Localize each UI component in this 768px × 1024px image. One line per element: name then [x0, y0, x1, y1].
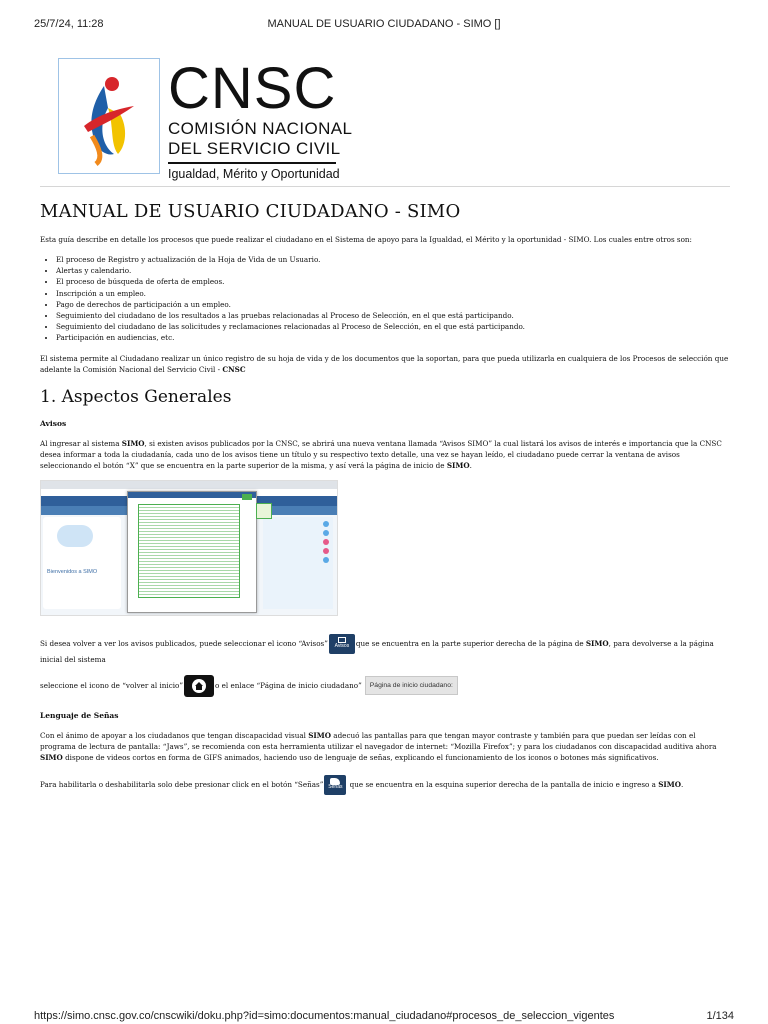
avisos-paragraph: Al ingresar al sistema SIMO, si existen avisos publicados por la CNSC, se abrirá una nueva ventana llamada “Avisos SIMO” la cual listará los avisos de interés e importancia que la CNSC desea informar a toda la ciudadanía, cada uno de los avisos tiene un título y su respectivo texto detalle, una vez se hayan leído, el ciudadano puede cerrar la ventana de avisos seleccionando el botón “X” que se encuentra en la parte superior de la misma, y así verá la página de inicio de SIMO.	[40, 438, 722, 470]
logo-name-line1: COMISIÓN NACIONAL	[168, 119, 353, 138]
cnsc-emblem-icon	[58, 58, 160, 174]
logo-rule	[168, 162, 336, 164]
close-icon	[242, 494, 252, 500]
list-item: • Seguimiento del ciudadano de los resultados a las pruebas relacionadas al Proceso de Selección, en el que está participando.	[56, 310, 730, 321]
avisos-screenshot	[40, 480, 338, 616]
header-divider	[40, 186, 730, 187]
list-item: • Seguimiento del ciudadano de las solicitudes y reclamaciones relacionadas al Proceso de Selección, en el que está participando.	[56, 321, 730, 332]
list-item: • El proceso de Registro y actualización de la Hoja de Vida de un Usuario.	[56, 254, 730, 265]
home-button[interactable]	[184, 675, 214, 697]
print-page-number: 1/134	[706, 1010, 734, 1022]
process-list	[40, 254, 730, 344]
cnsc-logo	[40, 56, 730, 181]
print-url: https://simo.cnsc.gov.co/cnscwiki/doku.php?id=simo:documentos:manual_ciudadano#procesos_de_seleccion_vigentes	[34, 1010, 615, 1022]
document-content	[40, 58, 730, 795]
logo-acronym: CNSC	[168, 56, 337, 121]
avisos-return-line2: seleccione el icono de “volver al inicio” o el enlace “Página de inicio ciudadano” Página de inicio ciudadano:	[40, 675, 730, 697]
list-item: • El proceso de búsqueda de oferta de empleos.	[56, 276, 730, 287]
simo-logo-icon	[57, 525, 93, 547]
print-datetime: 25/7/24, 11:28	[34, 18, 104, 30]
section-heading-aspectos: 1. Aspectos Generales	[40, 386, 232, 407]
screenshot-welcome: Bienvenidos a SIMO	[47, 568, 98, 575]
logo-name-line2: DEL SERVICIO CIVIL	[168, 139, 341, 158]
print-title: MANUAL DE USUARIO CIUDADANO - SIMO []	[267, 18, 501, 30]
home-link-button[interactable]: Página de inicio ciudadano:	[365, 676, 458, 695]
senas-button[interactable]: Señas	[324, 775, 346, 795]
intro-paragraph: Esta guía describe en detalle los procesos que puede realizar el ciudadano en el Sistema de apoyo para la Igualdad, el Mérito y la oportunidad - SIMO. Los cuales entre otros son:	[40, 235, 692, 244]
list-item: • Alertas y calendario.	[56, 265, 730, 276]
senas-paragraph: Con el ánimo de apoyar a los ciudadanos que tengan discapacidad visual SIMO adecuó las pantallas para que tengan mayor contraste y también para que puedan ser leídas con el programa de lectura de pantalla: “Jaws”, se recomienda con esta herramienta utilizar el navegador de internet: “Mozilla Firefox”; y para los ciudadanos con discapacidad auditiva ahora SIMO dispone de videos cortos en forma de GIFS animados, haciendo uso de lenguaje de señas, explicando el funcionamiento de los iconos o botones más significativos.	[40, 730, 717, 762]
logo-slogan: Igualdad, Mérito y Oportunidad	[168, 167, 340, 181]
list-item: • Inscripción a un empleo.	[56, 288, 730, 299]
avisos-button[interactable]: Avisos	[329, 634, 355, 654]
page-title: MANUAL DE USUARIO CIUDADANO - SIMO	[40, 201, 461, 222]
list-item: • Pago de derechos de participación a un empleo.	[56, 299, 730, 310]
subheading-avisos: Avisos	[40, 418, 67, 428]
subheading-senas: Lenguaje de Señas	[40, 710, 119, 720]
system-paragraph: El sistema permite al Ciudadano realizar un único registro de su hoja de vida y de los documentos que la soportan, para que pueda utilizarla en cualquiera de los Procesos de selección que adelante la Comisión Nacional del Servicio Civil - CNSC	[40, 353, 729, 374]
avisos-modal	[127, 491, 257, 613]
list-item: • Participación en audiencias, etc.	[56, 332, 730, 343]
avisos-return-line1: Si desea volver a ver los avisos publicados, puede seleccionar el icono “Avisos” Avisos que se encuentra en la parte superior derecha de la página de SIMO, para devolverse a la página inicial del sistema	[40, 634, 730, 665]
senas-toggle-line: Para habilitarla o deshabilitarla solo debe presionar click en el botón “Señas” Señas que se encuentra en la esquina superior derecha de la pantalla de inicio e ingreso a SIMO.	[40, 775, 730, 795]
